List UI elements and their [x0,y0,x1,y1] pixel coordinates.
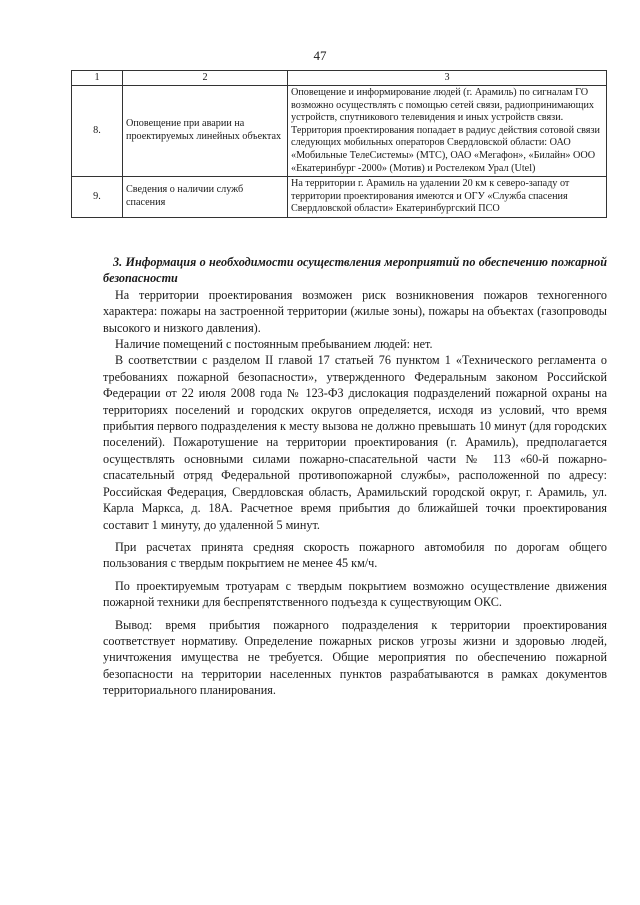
column-header: 1 [72,71,123,86]
row-info: На территории г. Арамиль на удалении 20 км к северо-западу от территории проектирования имеются и ОГУ «Служба спасения Свердловской области» Екатеринбургский ПСО [288,177,607,218]
paragraph: Наличие помещений с постоянным пребыванием людей: нет. [115,337,433,352]
row-number: 9. [72,177,123,218]
column-header: 3 [288,71,607,86]
paragraph: В соответствии с разделом II главой 17 статьей 76 пунктом 1 «Технического регламента о требованиях пожарной безопасности», утвержденного Федеральным законом Российской Федерации от 22 июля 2008 года № 123-ФЗ дислокация подразделений пожарной охраны на территориях поселений и городских округов определяется, исходя из условий, что время прибытия первого подразделения к месту вызова не должно превышать 10 минут (для городских поселений). Пожаротушение на территории проектирования (г. Арамиль), предполагается осуществлять основными силами пожарно-спасательной части № 113 «60-й пожарно-спасательный отряд Федеральной противопожарной службы», расположенной по адресу: Российская Федерация, Свердловская область, Арамильский городской округ, г. Арамиль, ул. Карла Маркса, д. 18А. Расчетное время прибытия до ближайшей точки проектирования составит 1 минуту, до удаленной 5 минут. [103,353,607,532]
column-header: 2 [123,71,288,86]
row-number: 8. [72,86,123,177]
row-info: Оповещение и информирование людей (г. Арамиль) по сигналам ГО возможно осуществлять с помощью сетей связи, радиопринимающих устройств, спутникового телевидения и иных устройств связи. Территория проектирования попадает в радиус действия сотовой связи следующих мобильных операторов Свердловской области: ОАО «Мобильные ТелеСистемы» (МТС), ОАО «Мегафон», «Билайн» ООО «Екатеринбург -2000» (Мотив) и Ростелеком Урал (Utel) [288,86,607,177]
paragraph: При расчетах принята средняя скорость пожарного автомобиля по дорогам общего пользования с твердым покрытием не менее 45 км/ч. [103,539,607,571]
table-row [72,177,607,218]
section-heading: 3. Информация о необходимости осуществления мероприятий по обеспечению пожарной безопасности [103,255,607,286]
table-row [72,86,607,177]
row-object: Оповещение при аварии на проектируемых линейных объектах [123,86,288,177]
info-table [71,70,607,218]
paragraph: По проектируемым тротуарам с твердым покрытием возможно осуществление движения пожарной техники для беспрепятственного подъезда к существующим ОКС. [103,578,607,610]
table-header-row [72,71,607,86]
page-number: 47 [313,48,327,63]
paragraph: На территории проектирования возможен риск возникновения пожаров техногенного характера: пожары на застроенной территории (жилые зоны), пожары на объектах (газопроводы высокого и низкого давления). [103,287,607,335]
row-object: Сведения о наличии служб спасения [123,177,288,218]
paragraph: Вывод: время прибытия пожарного подразделения к территории проектирования соответствует нормативу. Определение пожарных рисков угрозы жизни и здоровью людей, уничтожения имущества не требуется. Общие мероприятия по обеспечению пожарной безопасности на территории населенных пунктов разрабатываются в рамках документов территориального планирования. [103,617,607,698]
section-body [103,254,607,699]
